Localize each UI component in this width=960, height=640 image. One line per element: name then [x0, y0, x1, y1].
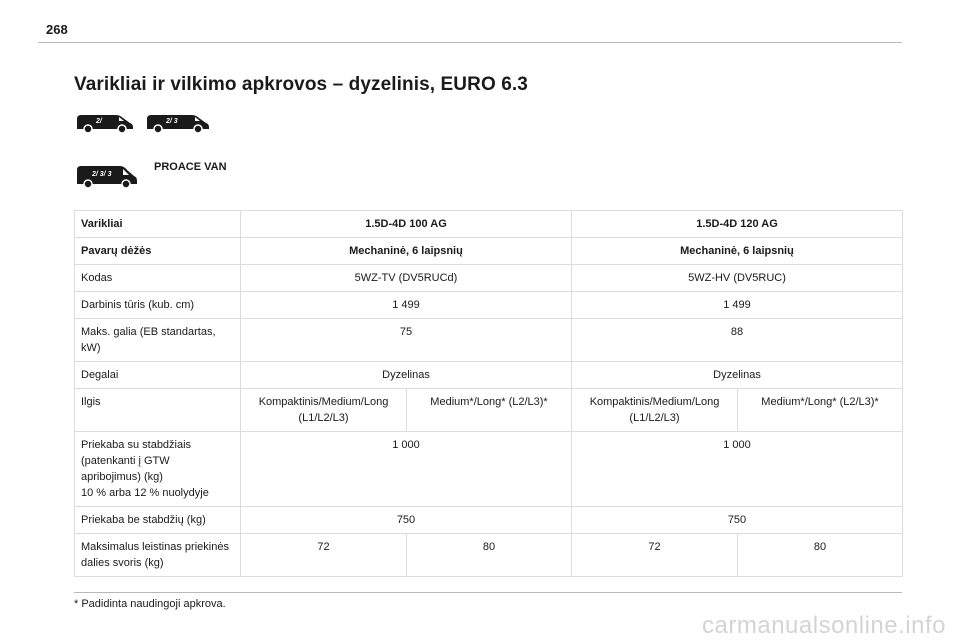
row-label [75, 432, 241, 507]
watermark: carmanualsonline.info [702, 612, 946, 639]
model-label: PROACE VAN [154, 161, 227, 173]
van-short-label: 2/ [96, 118, 102, 125]
row-front-load [75, 534, 903, 577]
row-label-line: apribojimus) (kg) [81, 471, 163, 483]
van-crew-icon [74, 160, 140, 190]
row-label: Priekaba be stabdžių (kg) [75, 507, 241, 534]
code-engine-1: 5WZ-TV (DV5RUCd) [241, 265, 572, 292]
unbraked-engine-2: 750 [572, 507, 903, 534]
row-label-line: 10 % arba 12 % nuolydyje [81, 487, 209, 499]
row-label: Degalai [75, 362, 241, 389]
front-load-engine-1-b: 80 [407, 534, 572, 577]
van-short-icon [74, 110, 136, 134]
row-label: Varikliai [75, 211, 241, 238]
gearbox-engine-2: Mechaninė, 6 laipsnių [572, 238, 903, 265]
row-fuel [75, 362, 903, 389]
row-label: Pavarų dėžės [75, 238, 241, 265]
footer-divider [74, 592, 902, 593]
row-displacement [75, 292, 903, 319]
row-engine [75, 211, 903, 238]
code-engine-2: 5WZ-HV (DV5RUC) [572, 265, 903, 292]
front-load-engine-2-a: 72 [572, 534, 738, 577]
length-engine-2-b: Medium*/Long* (L2/L3)* [738, 389, 903, 432]
van-crew-label: 2/ 3/ 3 [92, 171, 112, 178]
unbraked-engine-1: 750 [241, 507, 572, 534]
row-label-line: Priekaba su stabdžiais [81, 439, 192, 451]
displacement-engine-2: 1 499 [572, 292, 903, 319]
footnote: * Padidinta naudingoji apkrova. [74, 598, 226, 610]
row-code [75, 265, 903, 292]
row-braked-trailer [75, 432, 903, 507]
row-label: Maks. galia (EB standartas, kW) [75, 319, 241, 362]
header-divider [38, 42, 902, 43]
length-engine-2-a: Kompaktinis/Medium/Long (L1/L2/L3) [572, 389, 738, 432]
power-engine-1: 75 [241, 319, 572, 362]
van-long-icon [144, 110, 212, 134]
page-number: 268 [46, 22, 68, 37]
row-unbraked-trailer [75, 507, 903, 534]
row-label: Maksimalus leistinas priekinės dalies svoris (kg) [75, 534, 241, 577]
displacement-engine-1: 1 499 [241, 292, 572, 319]
row-label: Kodas [75, 265, 241, 292]
engine-2-header: 1.5D-4D 120 AG [572, 211, 903, 238]
braked-engine-1: 1 000 [241, 432, 572, 507]
gearbox-engine-1: Mechaninė, 6 laipsnių [241, 238, 572, 265]
row-label-line: (patenkanti į GTW [81, 455, 170, 467]
page-title: Varikliai ir vilkimo apkrovos – dyzelinis, EURO 6.3 [74, 74, 528, 95]
engine-1-header: 1.5D-4D 100 AG [241, 211, 572, 238]
length-engine-1-a: Kompaktinis/Medium/Long (L1/L2/L3) [241, 389, 407, 432]
engine-spec-table [74, 210, 903, 577]
row-label: Darbinis tūris (kub. cm) [75, 292, 241, 319]
fuel-engine-1: Dyzelinas [241, 362, 572, 389]
row-gearbox [75, 238, 903, 265]
front-load-engine-1-a: 72 [241, 534, 407, 577]
fuel-engine-2: Dyzelinas [572, 362, 903, 389]
row-power [75, 319, 903, 362]
front-load-engine-2-b: 80 [738, 534, 903, 577]
row-length [75, 389, 903, 432]
braked-engine-2: 1 000 [572, 432, 903, 507]
van-long-label: 2/ 3 [166, 118, 178, 125]
length-engine-1-b: Medium*/Long* (L2/L3)* [407, 389, 572, 432]
row-label: Ilgis [75, 389, 241, 432]
power-engine-2: 88 [572, 319, 903, 362]
